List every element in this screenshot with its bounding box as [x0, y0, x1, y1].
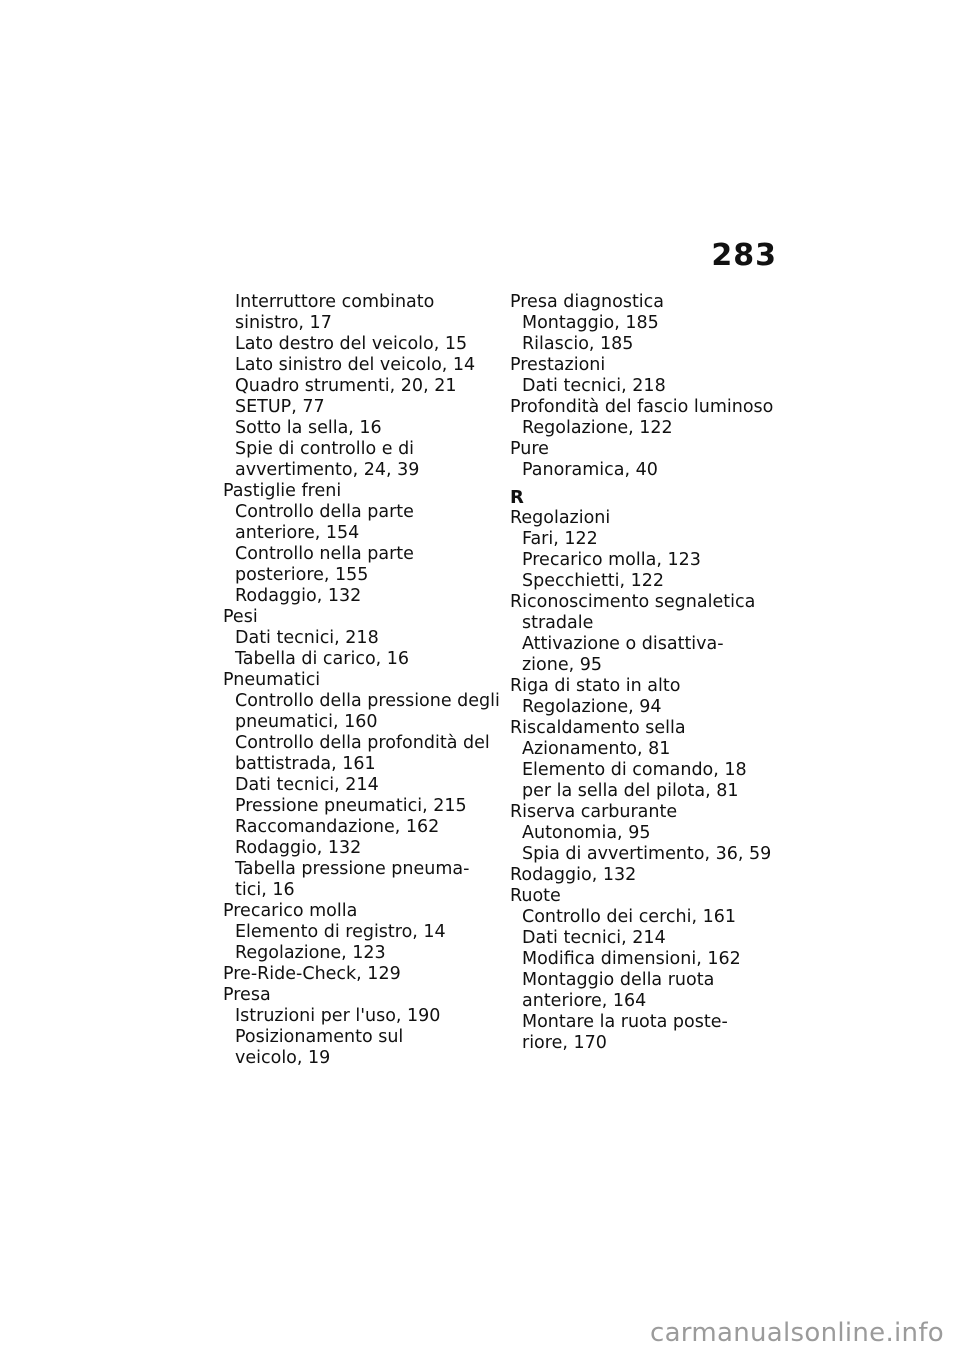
index-subentry: Lato destro del veicolo, 15	[235, 334, 468, 354]
index-subentry: veicolo, 19	[235, 1048, 331, 1068]
index-subentry: riore, 170	[522, 1033, 607, 1053]
index-entry: Pastiglie freni	[223, 481, 342, 501]
index-subentry: sinistro, 17	[235, 313, 332, 333]
footer-watermark: carmanualsonline.info	[649, 1318, 944, 1348]
index-subentry: stradale	[522, 613, 594, 633]
index-subentry: battistrada, 161	[235, 754, 376, 774]
index-entry: Riconoscimento segnaletica	[510, 592, 756, 612]
index-subentry: Elemento di comando, 18	[522, 760, 747, 780]
index-subentry: Attivazione o disattiva-	[522, 634, 724, 654]
index-subentry: Rodaggio, 132	[235, 586, 362, 606]
index-entry: Precarico molla	[223, 901, 358, 921]
index-subentry: Istruzioni per l'uso, 190	[235, 1006, 441, 1026]
index-entry: Pneumatici	[223, 670, 321, 690]
index-letter-heading: R	[510, 487, 524, 508]
index-subentry: Fari, 122	[522, 529, 598, 549]
index-subentry: Montare la ruota poste-	[522, 1012, 728, 1032]
index-entry: Rodaggio, 132	[510, 865, 637, 885]
index-subentry: Controllo nella parte	[235, 544, 414, 564]
index-subentry: Pressione pneumatici, 215	[235, 796, 467, 816]
index-entry: Prestazioni	[510, 355, 606, 375]
index-subentry: Regolazione, 94	[522, 697, 662, 717]
index-subentry: anteriore, 154	[235, 523, 360, 543]
index-subentry: avvertimento, 24, 39	[235, 460, 420, 480]
index-subentry: Panoramica, 40	[522, 460, 658, 480]
index-subentry: Posizionamento sul	[235, 1027, 404, 1047]
index-entry: Ruote	[510, 886, 561, 906]
index-entry: Riga di stato in alto	[510, 676, 681, 696]
index-entry: Profondità del fascio luminoso	[510, 397, 774, 417]
index-subentry: Spie di controllo e di	[235, 439, 415, 459]
index-subentry: Controllo della parte	[235, 502, 414, 522]
index-subentry: Dati tecnici, 214	[235, 775, 379, 795]
index-subentry: Controllo dei cerchi, 161	[522, 907, 736, 927]
index-subentry: Azionamento, 81	[522, 739, 671, 759]
index-subentry: Rilascio, 185	[522, 334, 634, 354]
index-subentry: Controllo della profondità del	[235, 733, 490, 753]
index-entry: Pesi	[223, 607, 258, 627]
index-subentry: Interruttore combinato	[235, 292, 435, 312]
index-subentry: Montaggio, 185	[522, 313, 659, 333]
index-subentry: Lato sinistro del veicolo, 14	[235, 355, 476, 375]
index-entry: Riserva carburante	[510, 802, 678, 822]
index-subentry: per la sella del pilota, 81	[522, 781, 739, 801]
index-subentry: Regolazione, 123	[235, 943, 386, 963]
index-subentry: Tabella pressione pneuma-	[235, 859, 470, 879]
index-subentry: Montaggio della ruota	[522, 970, 715, 990]
index-subentry: Dati tecnici, 218	[522, 376, 666, 396]
index-subentry: Specchietti, 122	[522, 571, 665, 591]
index-column-right	[510, 292, 790, 1054]
index-subentry: Spia di avvertimento, 36, 59	[522, 844, 772, 864]
index-subentry: SETUP, 77	[235, 397, 325, 417]
index-entry: Pure	[510, 439, 549, 459]
index-subentry: Sotto la sella, 16	[235, 418, 382, 438]
index-entry: Regolazioni	[510, 508, 611, 528]
index-subentry: Elemento di registro, 14	[235, 922, 446, 942]
index-entry: Pre-Ride-Check, 129	[223, 964, 401, 984]
index-entry: Riscaldamento sella	[510, 718, 686, 738]
index-subentry: Autonomia, 95	[522, 823, 651, 843]
index-subentry: posteriore, 155	[235, 565, 369, 585]
index-subentry: Precarico molla, 123	[522, 550, 701, 570]
index-entry: Presa	[223, 985, 271, 1005]
index-subentry: Regolazione, 122	[522, 418, 673, 438]
index-subentry: Dati tecnici, 214	[522, 928, 666, 948]
index-subentry: pneumatici, 160	[235, 712, 378, 732]
index-subentry: Rodaggio, 132	[235, 838, 362, 858]
index-subentry: Controllo della pressione degli	[235, 691, 500, 711]
index-column-left	[223, 292, 498, 1069]
index-subentry: Quadro strumenti, 20, 21	[235, 376, 457, 396]
index-entry: Presa diagnostica	[510, 292, 665, 312]
index-subentry: Dati tecnici, 218	[235, 628, 379, 648]
index-subentry: Raccomandazione, 162	[235, 817, 440, 837]
index-subentry: anteriore, 164	[522, 991, 647, 1011]
page-number: 283	[711, 238, 777, 273]
index-subentry: Tabella di carico, 16	[235, 649, 410, 669]
index-subentry: Modifica dimensioni, 162	[522, 949, 741, 969]
index-subentry: zione, 95	[522, 655, 603, 675]
index-subentry: tici, 16	[235, 880, 295, 900]
